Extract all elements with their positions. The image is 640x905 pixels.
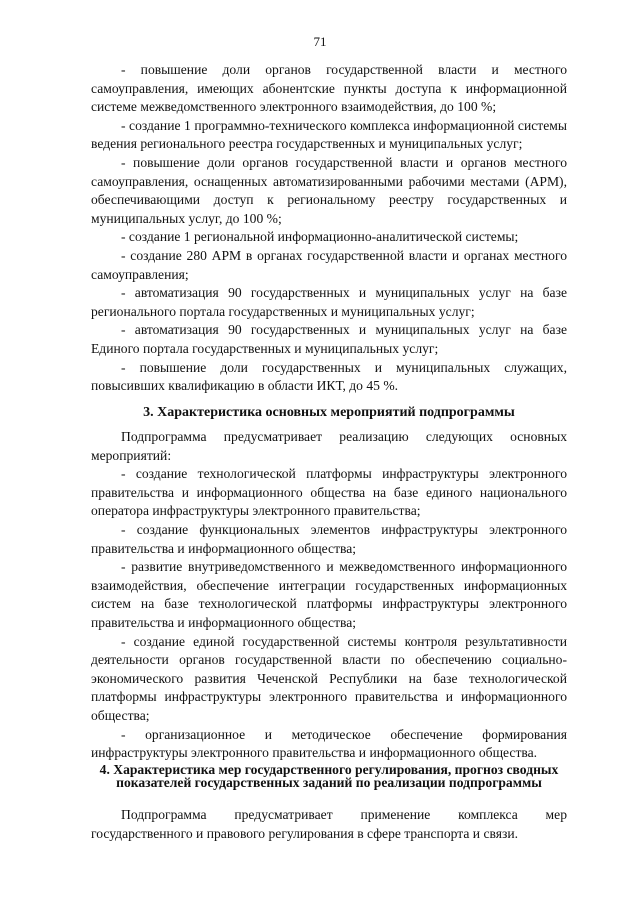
section-3-intro: Подпрограмма предусматривает реализацию следующих основных мероприятий: xyxy=(91,429,567,463)
section-3-body xyxy=(91,428,567,763)
list-item: - автоматизация 90 государственных и муниципальных услуг на базе Единого портала государственных и муниципальных услуг; xyxy=(91,322,567,356)
list-item: - создание 1 программно-технического комплекса информационной системы ведения регионального реестра государственных и муниципальных услуг; xyxy=(91,117,567,152)
list-item: - повышение доли органов государственной власти и местного самоуправления, имеющих абонентские пункты доступа к информационной системе межведомственного электронного взаимодействия, до 100 %; xyxy=(91,62,567,115)
list-item: - повышение доли государственных и муниципальных служащих, повысивших квалификацию в области ИКТ, до 45 %. xyxy=(91,359,567,394)
list-item: - повышение доли органов государственной власти и органов местного самоуправления, оснащенных автоматизированными рабочими местами (АРМ), обеспечивающими доступ к региональному реестру государственных и муниципальных услуг, до 100 %; xyxy=(91,154,567,226)
list-item: - создание 1 региональной информационно-аналитической системы; xyxy=(121,229,519,245)
indicator-list xyxy=(91,61,567,396)
section-3-heading: 3. Характеристика основных мероприятий подпрограммы xyxy=(143,405,515,420)
list-item: - создание единой государственной системы контроля результативности деятельности органов государственной власти по обеспечению социально-экономического развития Чеченской Республики на базе технологической платформы инфраструктуры электронного правительства и информационного общества; xyxy=(91,633,567,723)
list-item: - создание 280 АРМ в органах государственной власти и органах местного самоуправления; xyxy=(91,247,567,282)
list-item: - развитие внутриведомственного и межведомственного информационного взаимодействия, обеспечение интеграции государственных информационных систем на базе технологической платформы инфраструктуры электронного правительства и информационного общества; xyxy=(91,559,567,630)
section-4-body xyxy=(91,806,567,843)
section-4-heading: 4. Характеристика мер государственного регулирования, прогноз сводных показателей государственных заданий по реализации подпрограммы xyxy=(99,762,559,790)
section-4-text: Подпрограмма предусматривает применение комплекса мер государственного и правового регулирования в сфере транспорта и связи. xyxy=(91,807,567,841)
list-item: - организационное и методическое обеспечение формирования инфраструктуры электронного правительства и информационного общества. xyxy=(91,726,567,761)
list-item: - создание функциональных элементов инфраструктуры электронного правительства и информационного общества; xyxy=(91,521,567,556)
list-item: - создание технологической платформы инфраструктуры электронного правительства и информационного общества на базе единого национального оператора инфраструктуры электронного правительства; xyxy=(91,466,567,519)
list-item: - автоматизация 90 государственных и муниципальных услуг на базе регионального портала государственных и муниципальных услуг; xyxy=(91,285,567,319)
page-number: 71 xyxy=(313,34,327,49)
